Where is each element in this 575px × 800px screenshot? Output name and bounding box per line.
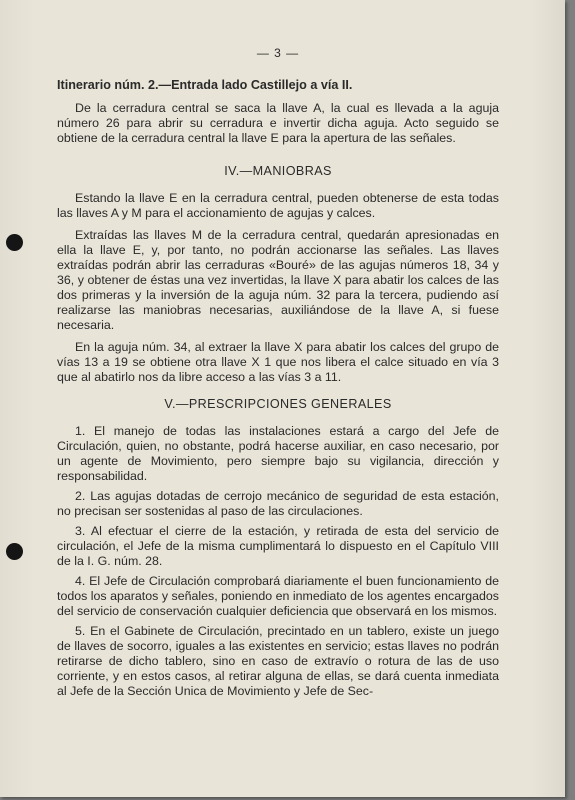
section-v-paragraph: 3. Al efectuar el cierre de la estación, y retirada de esta del servicio de circulación, el Jefe de la misma cumplimentará lo dispuesto en el Capítulo VIII de la I. G. núm. 28. (57, 524, 499, 568)
punch-hole (6, 543, 23, 560)
itinerary-heading: Itinerario núm. 2.—Entrada lado Castillejo a vía II. (57, 78, 353, 92)
section-v-paragraph: 4. El Jefe de Circulación comprobará diariamente el buen funcionamiento de todos los aparatos y señales, poniendo en inmediato de los agentes encargados del servicio de conservación cualquier deficiencia que observará en los mismos. (57, 574, 499, 618)
section-iv-paragraph: Extraídas las llaves M de la cerradura central, quedarán apresionadas en ella la llave E, y, por tanto, no podrán accionarse las señales. Las llaves extraídas podrán abrir las cerraduras «Bouré» de las agujas números 18, 34 y 36, y obtener de éstas una vez invertidas, la llave X para abatir los calces de las dos primeras y la inversión de la aguja núm. 32 para la tercera, pudiendo así realizarse las maniobras necesarias, auxiliándose de la llave A, si fuese necesaria. (57, 228, 499, 332)
itinerary-paragraph: De la cerradura central se saca la llave A, la cual es llevada a la aguja número 26 para abrir su cerradura e invertir dicha aguja. Acto seguido se obtiene de la cerradura central la llave E para la apertura de las señales. (57, 101, 499, 145)
section-iv-paragraph: Estando la llave E en la cerradura central, pueden obtenerse de esta todas las llaves A y M para el accionamiento de agujas y calces. (57, 191, 499, 220)
section-iv-title: IV.—MANIOBRAS (224, 164, 332, 178)
page-number: — 3 — (256, 46, 300, 60)
section-v-paragraph: 1. El manejo de todas las instalaciones estará a cargo del Jefe de Circulación, quien, no obstante, podrá hacerse auxiliar, en caso necesario, por un agente de Movimiento, pero siempre bajo su vigilancia, dirección y responsabilidad. (57, 424, 499, 483)
section-v-paragraph: 5. En el Gabinete de Circulación, precintado en un tablero, existe un juego de llaves de socorro, iguales a las existentes en servicio; estas llaves no podrán retirarse de dicho tablero, sino en caso de extravío o rotura de las de uso corriente, y en estos casos, al retirar alguna de ellas, se dará cuenta inmediata al Jefe de la Sección Unica de Movimiento y Jefe de Sec- (57, 624, 499, 698)
page-content (57, 46, 499, 704)
section-v-title: V.—PRESCRIPCIONES GENERALES (164, 397, 392, 411)
punch-hole (6, 234, 23, 251)
section-v-paragraph: 2. Las agujas dotadas de cerrojo mecánico de seguridad de esta estación, no precisan ser sostenidas al paso de las circulaciones. (57, 489, 499, 518)
section-iv-paragraph: En la aguja núm. 34, al extraer la llave X para abatir los calces del grupo de vías 13 a 19 se obtiene otra llave X 1 que nos libera el calce situado en vía 3 que al abatirlo nos da libre acceso a las vías 3 a 11. (57, 340, 499, 384)
